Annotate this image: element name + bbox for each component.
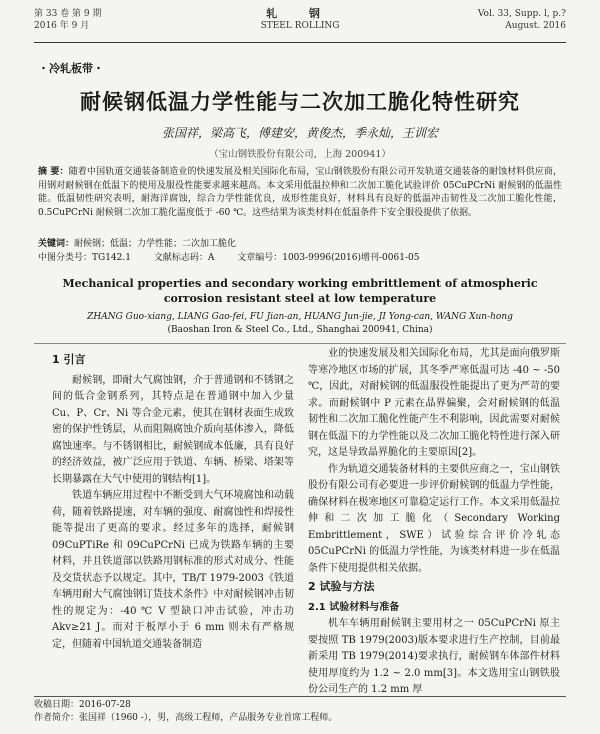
subsection-heading: 2.1 试验材料与准备 bbox=[308, 601, 400, 613]
keywords-label: 关键词： bbox=[38, 239, 75, 249]
page-title: 耐候钢低温力学性能与二次加工脆化特性研究 bbox=[80, 90, 520, 114]
document-code: 文献标志码：A bbox=[153, 253, 215, 263]
paragraph: 耐候钢，即耐大气腐蚀钢，介于普通钢和不锈钢之间的低合金钢系列，其特点是在普通钢中加入少量 Cu、P、Cr、Ni 等合金元素，使其在钢材表面生成致密的保护性锈层，从而阻隔腐蚀介质向基体渗入，降低腐蚀速率。与不锈钢相比，耐候钢成本低廉，具有良好的经济效益，被广泛应用于铁道、车辆、桥梁、塔架等长期暴露在大气中使用的钢结构[1]。 bbox=[52, 374, 294, 485]
received-date: 收稿日期：2016-07-28 bbox=[34, 700, 131, 710]
keywords bbox=[38, 236, 562, 249]
journal-name: 轧 钢 STEEL ROLLING bbox=[260, 7, 340, 31]
author-list: 张国祥，梁高飞，傅建安，黄俊杰，季永灿，王训宏 bbox=[161, 126, 438, 140]
english-affiliation: (Baoshan Iron & Steel Co., Ltd., Shanghai 200941, China) bbox=[167, 325, 433, 335]
english-title: Mechanical properties and secondary working embrittlement of atmospheric corrosion resistant steel at low temperature bbox=[62, 277, 538, 305]
abstract-text: 随着中国轨道交通装备制造业的快速发展及相关国际化布局，宝山钢铁股份有限公司开发轨道交通装备的耐蚀材料供应商，用钢对耐候钢在低温下的使用及服役性能要求越来越高。本文采用低温拉伸和二次加工脆化试验评价 05CuPCrNi 耐候钢的低温性能。低温韧性研究表明，耐海洋腐蚀，综合力学性能优良，成形性能良好，材料具有良好的低温冲击韧性及二次加工脆化性能，0.5CuPCrNi 耐候钢二次加工脆化温度低于 -60 ℃。这些结果为该类材料在低温条件下安全服役提供了依据。 bbox=[38, 167, 562, 218]
abstract bbox=[38, 166, 562, 220]
classification-line bbox=[38, 250, 562, 263]
paragraph: 铁道车辆应用过程中不断受到大气环境腐蚀和动载荷，随着铁路提速，对车辆的强度、耐腐蚀性和焊接性能等提出了更高的要求。经过多年的选择，耐候钢 09CuPTiRe 和 09CuPCrNi 已成为铁路车辆的主要材料，并且铁道部以铁路用钢标准的形式对成分、性能及交货状态予以规定。其中，TB/T 1979-2003《铁道车辆用耐大气腐蚀钢订货技术条件》中对耐候钢冲击韧性的规定为：-40 ℃ V 型缺口冲击试验，冲击功 Akv≥21 J。而对于板厚小于 6 mm 则未有严格规定，但随着中国轨道交通装备制造 bbox=[52, 490, 294, 650]
affiliation: （宝山钢铁股份有限公司，上海 200941） bbox=[209, 149, 391, 160]
journal-volume: 第 33 卷 第 9 期 2016 年 9 月 bbox=[34, 9, 102, 31]
author-bio: 作者简介：张国祥（1960 -），男，高级工程师，产品服务专业首席工程师。 bbox=[34, 713, 338, 723]
section-heading-methods: 2 试验与方法 bbox=[308, 580, 375, 593]
column-label: ・冷轧板带・ bbox=[38, 62, 104, 75]
section-heading-intro: 1 引言 bbox=[52, 353, 86, 366]
running-header bbox=[34, 6, 566, 43]
left-column bbox=[52, 352, 294, 653]
divider bbox=[34, 343, 566, 344]
journal-volume-en: Vol. 33, Supp. l, p.? August. 2016 bbox=[477, 9, 566, 31]
article-number: 文章编号：1003-9996(2016)增刊-0061-05 bbox=[237, 253, 420, 263]
abstract-label: 摘 要： bbox=[38, 167, 69, 177]
english-authors: ZHANG Guo-xiang, LIANG Gao-fei, FU Jian-an, HUANG Jun-jie, JI Yong-can, WANG Xun-hong bbox=[87, 312, 513, 322]
footnote bbox=[34, 696, 566, 725]
right-column bbox=[308, 346, 560, 699]
clc-number: 中图分类号：TG142.1 bbox=[38, 253, 131, 263]
keywords-text: 耐候钢；低温；力学性能；二次加工脆化 bbox=[74, 239, 237, 249]
paragraph: 机车车辆用耐候钢主要用材之一 05CuPCrNi 原主要按照 TB 1979(2003)版本要求进行生产控制，目前最新采用 TB 1979(2014)要求执行，耐候钢车体部件材料使用厚度约为 1.2 ~ 2.0 mm[3]。本文选用宝山钢铁股份公司生产的 1.2 mm 厚 bbox=[308, 618, 560, 695]
paragraph: 作为轨道交通装备材料的主要供应商之一，宝山钢铁股份有限公司有必要进一步评价耐候钢的低温力学性能，确保材料在极寒地区可靠稳定运行工作。本文采用低温拉伸和二次加工脆化（Secondary Working Embrittlement，SWE）试验综合评价冷轧态 05CuPCrNi 的低温力学性能，为该类材料进一步在低温条件下使用提供相关依据。 bbox=[308, 463, 560, 574]
paragraph: 业的快速发展及相关国际化布局，尤其是面向俄罗斯等寒冷地区市场的扩展，其冬季严寒低温可达 -40 ~ -50 ℃，因此，对耐候钢的低温服役性能提出了更为严苛的要求。而耐候钢中 P 元素在晶界偏聚，会对耐候钢的低温韧性和二次加工脆化性能产生不利影响，因此需要对耐候钢在低温下的力学性能以及二次加工脆化特性进行深入研究，这是导致晶界脆化的主要原因[2]。 bbox=[308, 348, 560, 458]
